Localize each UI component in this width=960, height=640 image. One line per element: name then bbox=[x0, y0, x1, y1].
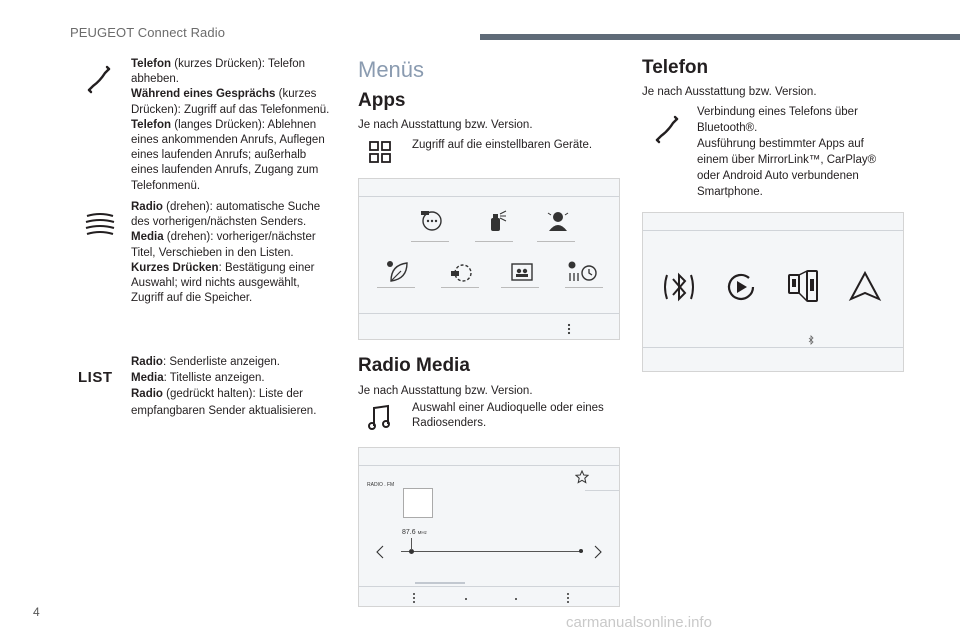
active-tab-indicator bbox=[415, 582, 465, 584]
tuning-slider-end bbox=[579, 549, 583, 553]
music-note-icon bbox=[367, 404, 393, 432]
telefon-screen-bottom-line bbox=[643, 347, 903, 348]
radio-screen-bottom-line bbox=[359, 586, 619, 587]
menu-dots-icon[interactable] bbox=[412, 592, 416, 604]
tuning-marker bbox=[411, 538, 412, 550]
app-contacts-icon[interactable] bbox=[509, 261, 535, 283]
phone-line-1: Telefon (kurzes Drücken): Telefon abheben. bbox=[131, 58, 306, 86]
app-chat-icon[interactable] bbox=[419, 209, 445, 233]
radio-media-heading: Radio Media bbox=[358, 355, 470, 376]
app-lights-icon[interactable] bbox=[449, 259, 475, 285]
radio-screen-star-line bbox=[585, 490, 619, 491]
phone-icon bbox=[654, 114, 680, 144]
apps-screen-top-line bbox=[359, 196, 619, 197]
telefon-description bbox=[697, 104, 887, 200]
bluetooth-icon[interactable] bbox=[661, 267, 697, 307]
menu-dots-icon[interactable] bbox=[566, 592, 570, 604]
app-underline bbox=[565, 287, 603, 288]
wheel-description bbox=[131, 200, 331, 306]
list-description bbox=[131, 354, 341, 419]
header-bar bbox=[480, 34, 960, 40]
menus-heading: Menüs bbox=[358, 57, 425, 82]
app-underline bbox=[537, 241, 575, 242]
bluetooth-status-icon bbox=[808, 335, 814, 345]
telefon-heading: Telefon bbox=[642, 57, 709, 78]
list-line-3: Radio (gedrückt halten): Liste der empfangbaren Sender aktualisieren. bbox=[131, 388, 317, 417]
app-eco-icon[interactable] bbox=[385, 259, 411, 285]
telefon-desc-line-2: Ausführung bestimmter Apps auf einem über MirrorLink™, CarPlay® oder Android Auto verbundenen Smartphone. bbox=[697, 138, 877, 198]
app-underline bbox=[377, 287, 415, 288]
next-station-icon[interactable] bbox=[593, 544, 603, 560]
station-artwork bbox=[403, 488, 433, 518]
watermark-text: carmanualsonline.info bbox=[566, 614, 712, 631]
wheel-line-1: Radio (drehen): automatische Suche des vorherigen/nächsten Senders. bbox=[131, 201, 321, 229]
list-label: LIST bbox=[78, 369, 113, 386]
play-icon[interactable] bbox=[723, 269, 759, 305]
list-line-2: Media: Titelliste anzeigen. bbox=[131, 372, 265, 385]
app-clock-icon[interactable] bbox=[567, 259, 599, 285]
radio-source-label: RADIO . FM bbox=[367, 482, 395, 488]
frequency-value: 87.6 MHz bbox=[402, 529, 427, 536]
wheel-line-2: Media (drehen): vorheriger/nächster Titel, Verschieben in den Listen. bbox=[131, 231, 316, 259]
radio-screen bbox=[358, 447, 620, 607]
apps-screen-bottom-line bbox=[359, 313, 619, 314]
app-underline bbox=[475, 241, 513, 242]
phone-line-3: Telefon (langes Drücken): Ablehnen eines ankommenden Anrufs, Auflegen eines laufenden Anrufs; außerhalb eines laufenden Anrufs, Zugang zum Telefonmenü. bbox=[131, 118, 325, 192]
wheel-line-3: Kurzes Drücken: Bestätigung einer Auswahl; wird nichts ausgewählt, Zugriff auf die Speicher. bbox=[131, 261, 315, 305]
apps-version-text: Je nach Ausstattung bzw. Version. bbox=[358, 119, 533, 131]
apps-description: Zugriff auf die einstellbaren Geräte. bbox=[412, 139, 593, 151]
telefon-screen bbox=[642, 212, 904, 372]
wheel-icon bbox=[84, 210, 116, 240]
document-header-title: PEUGEOT Connect Radio bbox=[70, 25, 226, 40]
phone-description bbox=[131, 57, 331, 194]
radio-description: Auswahl einer Audioquelle oder eines Radiosenders. bbox=[412, 402, 604, 430]
previous-station-icon[interactable] bbox=[375, 544, 385, 560]
radio-screen-top-line bbox=[359, 465, 619, 466]
app-underline bbox=[411, 241, 449, 242]
list-line-1: Radio: Senderliste anzeigen. bbox=[131, 356, 280, 368]
radio-version-text: Je nach Ausstattung bzw. Version. bbox=[358, 385, 533, 397]
phone-icon bbox=[86, 64, 112, 94]
telefon-desc-line-1: Verbindung eines Telefons über Bluetooth®. bbox=[697, 106, 858, 134]
more-options-icon[interactable] bbox=[567, 323, 571, 335]
app-person-icon[interactable] bbox=[545, 209, 571, 233]
tuning-slider[interactable] bbox=[401, 551, 583, 552]
tab-dot[interactable] bbox=[465, 598, 467, 600]
apps-screen bbox=[358, 178, 620, 340]
mirror-phone-icon[interactable] bbox=[785, 267, 821, 307]
android-auto-icon[interactable] bbox=[847, 269, 883, 305]
grid-icon bbox=[368, 140, 392, 164]
page-number: 4 bbox=[33, 605, 40, 619]
star-icon[interactable] bbox=[575, 470, 589, 484]
phone-line-2: Während eines Gesprächs (kurzes Drücken): Zugriff auf das Telefonmenü. bbox=[131, 88, 330, 116]
app-underline bbox=[501, 287, 539, 288]
telefon-version-text: Je nach Ausstattung bzw. Version. bbox=[642, 86, 817, 98]
app-spray-icon[interactable] bbox=[483, 209, 509, 233]
app-underline bbox=[441, 287, 479, 288]
apps-heading: Apps bbox=[358, 90, 406, 111]
telefon-screen-top-line bbox=[643, 230, 903, 231]
tab-dot[interactable] bbox=[515, 598, 517, 600]
